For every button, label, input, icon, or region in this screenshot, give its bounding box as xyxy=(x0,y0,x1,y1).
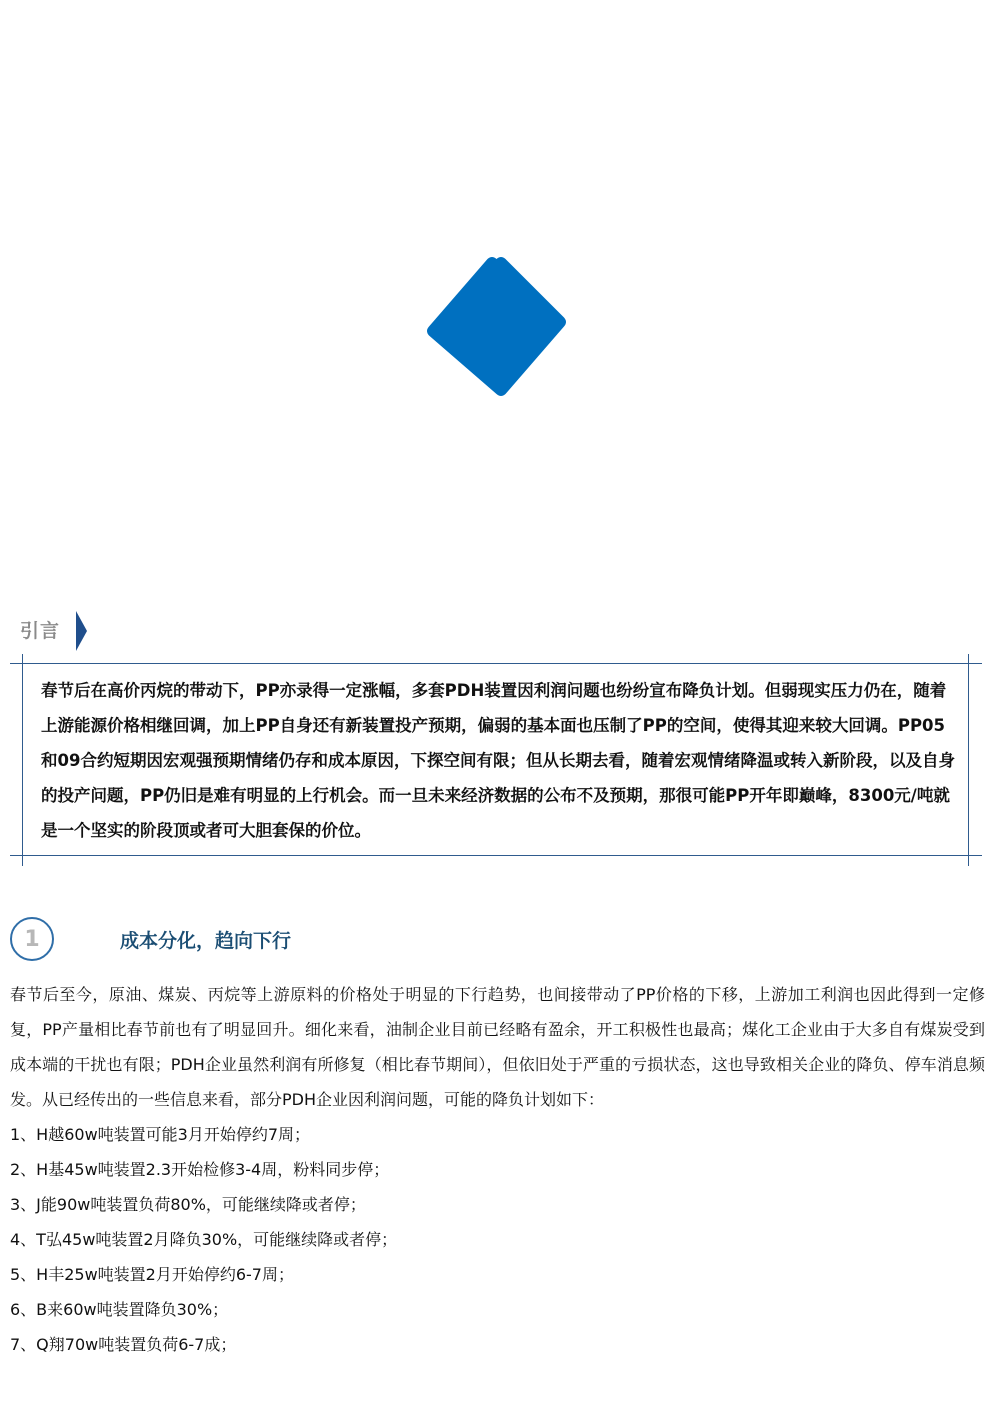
list-item: 6、B来60w吨装置降负30%； xyxy=(10,1300,229,1319)
intro-summary: 春节后在高价丙烷的带动下，PP亦录得一定涨幅，多套PDH装置因利润问题也纷纷宣布降负计划。但弱现实压力仍在，随着上游能源价格相继回调，加上PP自身还有新装置投产预期，偏弱的基本面也压制了PP的空间，使得其迎来较大回调。PP05和09合约短期因宏观强预期情绪仍存和成本原因，下探空间有限；但从长期去看，随着宏观情绪降温或转入新阶段，以及自身的投产问题，PP仍旧是难有明显的上行机会。而一旦未来经济数据的公布不及预期，那很可能PP开年即巅峰，8300元/吨就是一个坚实的阶段顶或者可大胆套保的价位。 xyxy=(41,681,955,840)
list-item: 1、H越60w吨装置可能3月开始停约7周； xyxy=(10,1125,311,1144)
diamond-icon xyxy=(425,255,568,398)
frame-left-line xyxy=(22,654,23,866)
section-body xyxy=(10,977,985,1362)
plan-list xyxy=(10,1117,985,1362)
list-item: 2、H基45w吨装置2.3开始检修3-4周，粉料同步停； xyxy=(10,1160,390,1179)
frame-top-line xyxy=(10,663,982,664)
list-item: 7、Q翔70w吨装置负荷6-7成； xyxy=(10,1335,237,1354)
diamond-logo xyxy=(425,255,568,398)
chevron-right-icon xyxy=(74,611,88,655)
section-paragraph: 春节后至今，原油、煤炭、丙烷等上游原料的价格处于明显的下行趋势，也间接带动了PP价格的下移，上游加工利润也因此得到一定修复，PP产量相比春节前也有了明显回升。细化来看，油制企业目前已经略有盈余，开工积极性也最高；煤化工企业由于大多自有煤炭受到成本端的干扰也有限；PDH企业虽然利润有所修复（相比春节期间），但依旧处于严重的亏损状态，这也导致相关企业的降负、停车消息频发。从已经传出的一些信息来看，部分PDH企业因利润问题，可能的降负计划如下： xyxy=(10,985,985,1109)
section-title: 成本分化，趋向下行 xyxy=(120,930,292,952)
frame-bottom-line xyxy=(10,855,982,856)
frame-right-line xyxy=(968,654,969,866)
intro-heading: 引言 xyxy=(20,620,61,642)
section-number-badge: 1 xyxy=(10,917,54,961)
list-item: 4、T弘45w吨装置2月降负30%，可能继续降或者停； xyxy=(10,1230,398,1249)
list-item: 5、H丰25w吨装置2月开始停约6-7周； xyxy=(10,1265,294,1284)
list-item: 3、J能90w吨装置负荷80%，可能继续降或者停； xyxy=(10,1195,366,1214)
